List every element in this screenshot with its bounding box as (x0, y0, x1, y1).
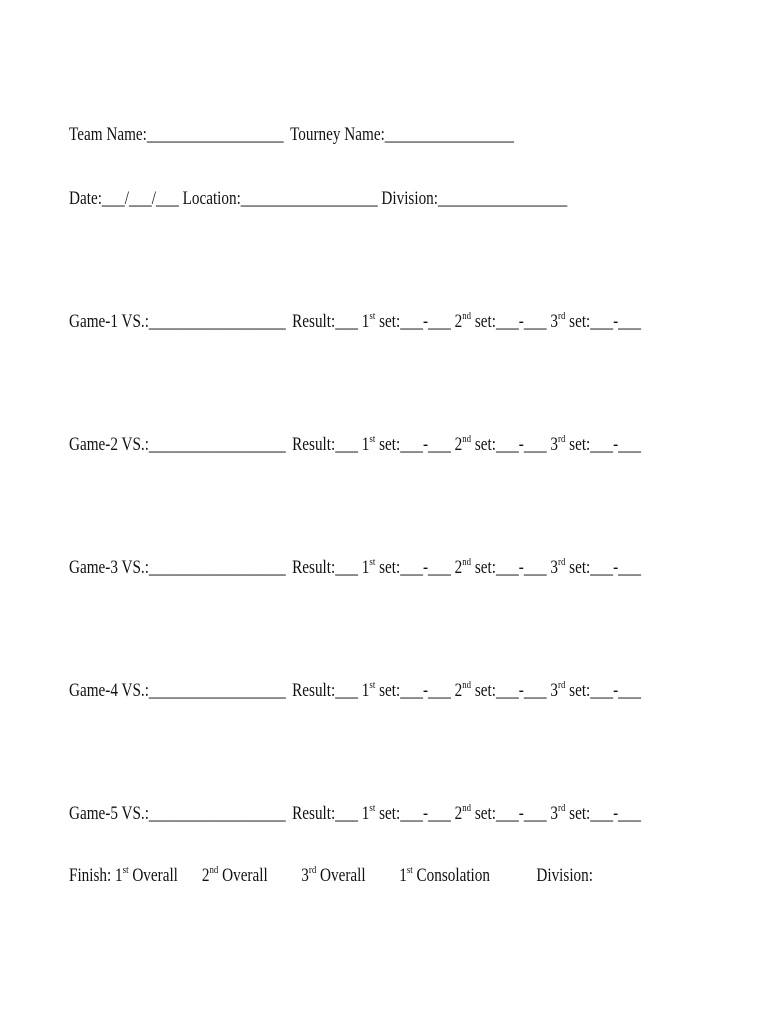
game-opponent-field[interactable]: Game-3 VS.:__________________ (69, 557, 286, 578)
location-field[interactable]: Location:__________________ (182, 188, 378, 209)
finish-division[interactable]: Division: (536, 865, 593, 886)
game-row (69, 311, 641, 333)
ordinal-suffix: st (369, 556, 376, 568)
set-score-field[interactable]: set:___-___ (565, 680, 641, 701)
game-opponent-field[interactable]: Game-4 VS.:__________________ (69, 680, 286, 701)
game-result-label[interactable]: Result:___ 1 (292, 680, 370, 701)
ordinal-suffix: nd (209, 864, 219, 876)
game-result-label[interactable]: Result:___ 1 (292, 434, 370, 455)
set-score-field[interactable]: set:___-___ (565, 434, 641, 455)
set-score-field[interactable]: set:___-___ (565, 557, 641, 578)
tourney-name-field[interactable]: Tourney Name:_________________ (290, 124, 515, 145)
game-opponent-field[interactable]: Game-1 VS.:__________________ (69, 311, 286, 332)
ordinal-suffix: rd (558, 556, 566, 568)
finish-consolation-number: 1 (399, 865, 407, 886)
set-score-field[interactable]: set:___-___ 3 (471, 680, 559, 701)
date-field[interactable]: Date:___/___/___ (69, 188, 179, 209)
header-line-1 (69, 124, 514, 146)
game-row (69, 434, 641, 456)
ordinal-suffix: rd (558, 802, 566, 814)
ordinal-suffix: rd (558, 310, 566, 322)
team-name-field[interactable]: Team Name:__________________ (69, 124, 284, 145)
set-score-field[interactable]: set:___-___ 3 (471, 434, 559, 455)
game-row (69, 557, 641, 579)
set-score-field[interactable]: set:___-___ 2 (375, 311, 463, 332)
ordinal-suffix: st (406, 864, 413, 876)
ordinal-suffix: st (369, 310, 376, 322)
ordinal-suffix: rd (558, 433, 566, 445)
set-score-field[interactable]: set:___-___ 2 (375, 680, 463, 701)
set-score-field[interactable]: set:___-___ (565, 803, 641, 824)
set-score-field[interactable]: set:___-___ (565, 311, 641, 332)
ordinal-suffix: st (122, 864, 129, 876)
game-result-label[interactable]: Result:___ 1 (292, 803, 370, 824)
finish-third-overall[interactable]: Overall (316, 865, 366, 886)
finish-second-number: 2 (201, 865, 210, 886)
game-result-label[interactable]: Result:___ 1 (292, 557, 370, 578)
game-opponent-field[interactable]: Game-2 VS.:__________________ (69, 434, 286, 455)
ordinal-suffix: nd (462, 310, 472, 322)
game-result-label[interactable]: Result:___ 1 (292, 311, 370, 332)
finish-third-number: 3 (301, 865, 309, 886)
division-field[interactable]: Division:_________________ (381, 188, 568, 209)
ordinal-suffix: rd (558, 679, 566, 691)
ordinal-suffix: rd (308, 864, 317, 876)
set-score-field[interactable]: set:___-___ 3 (471, 557, 559, 578)
finish-first-overall[interactable]: Overall (128, 865, 178, 886)
ordinal-suffix: nd (462, 433, 472, 445)
game-row (69, 803, 641, 825)
ordinal-suffix: nd (462, 556, 472, 568)
set-score-field[interactable]: set:___-___ 2 (375, 803, 463, 824)
finish-consolation[interactable]: Consolation (412, 865, 490, 886)
game-row (69, 680, 641, 702)
finish-label: Finish: 1 (69, 865, 123, 886)
set-score-field[interactable]: set:___-___ 2 (375, 434, 463, 455)
finish-second-overall[interactable]: Overall (218, 865, 268, 886)
set-score-field[interactable]: set:___-___ 3 (471, 803, 559, 824)
finish-row (69, 865, 593, 887)
ordinal-suffix: nd (462, 679, 472, 691)
header-line-2 (69, 188, 567, 210)
ordinal-suffix: st (369, 433, 376, 445)
ordinal-suffix: st (369, 802, 376, 814)
ordinal-suffix: nd (462, 802, 472, 814)
ordinal-suffix: st (369, 679, 376, 691)
set-score-field[interactable]: set:___-___ 2 (375, 557, 463, 578)
set-score-field[interactable]: set:___-___ 3 (471, 311, 559, 332)
game-opponent-field[interactable]: Game-5 VS.:__________________ (69, 803, 286, 824)
